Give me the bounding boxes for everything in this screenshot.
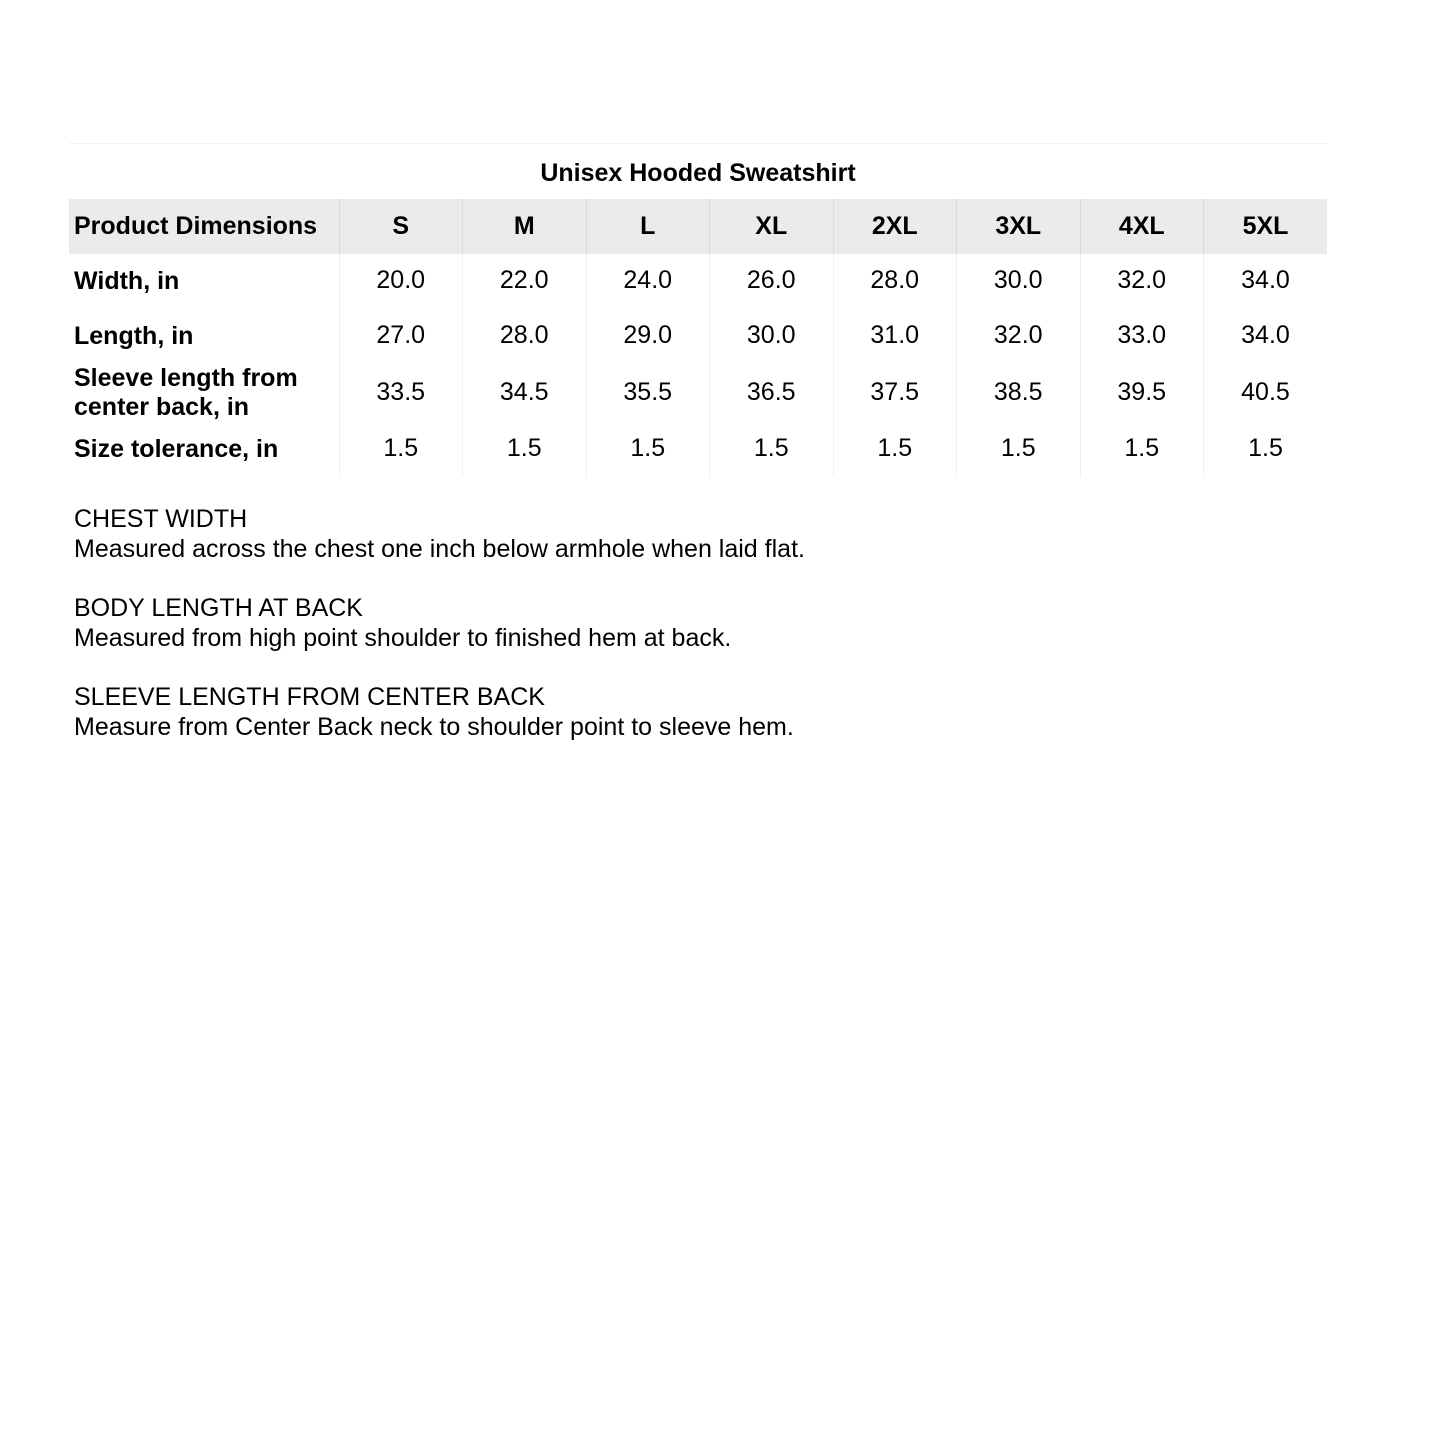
table-cell: 34.5 bbox=[463, 364, 587, 422]
table-row-length bbox=[69, 309, 1327, 364]
table-cell: 20.0 bbox=[339, 254, 463, 309]
table-cell: 1.5 bbox=[339, 422, 463, 477]
table-cell: 1.5 bbox=[833, 422, 957, 477]
note-text: Measured across the chest one inch below armhole when laid flat. bbox=[74, 535, 805, 563]
note-body-length bbox=[74, 593, 1274, 653]
note-text: Measure from Center Back neck to shoulder point to sleeve hem. bbox=[74, 713, 794, 741]
table-cell: 1.5 bbox=[710, 422, 834, 477]
size-header-l: L bbox=[586, 199, 710, 254]
row-label-line: Sleeve length from bbox=[74, 364, 298, 392]
table-cell: 33.0 bbox=[1080, 309, 1204, 364]
table-cell: 27.0 bbox=[339, 309, 463, 364]
table-cell: 30.0 bbox=[710, 309, 834, 364]
row-label-size-tolerance bbox=[69, 422, 339, 477]
row-label-line: Size tolerance, in bbox=[74, 435, 279, 463]
table-cell: 34.0 bbox=[1204, 254, 1328, 309]
note-heading: BODY LENGTH AT BACK bbox=[74, 594, 363, 622]
table-cell: 28.0 bbox=[463, 309, 587, 364]
table-cell: 1.5 bbox=[586, 422, 710, 477]
size-header-4xl: 4XL bbox=[1080, 199, 1204, 254]
note-chest-width bbox=[74, 504, 1274, 564]
size-table bbox=[69, 199, 1327, 477]
table-cell: 39.5 bbox=[1080, 364, 1204, 422]
size-header-xl: XL bbox=[710, 199, 834, 254]
table-cell: 30.0 bbox=[957, 254, 1081, 309]
table-cell: 26.0 bbox=[710, 254, 834, 309]
table-cell: 28.0 bbox=[833, 254, 957, 309]
table-cell: 22.0 bbox=[463, 254, 587, 309]
measurement-notes bbox=[74, 504, 1274, 771]
table-cell: 32.0 bbox=[1080, 254, 1204, 309]
row-label-sleeve-length bbox=[69, 364, 339, 422]
size-header-5xl: 5XL bbox=[1204, 199, 1328, 254]
table-cell: 36.5 bbox=[710, 364, 834, 422]
table-cell: 40.5 bbox=[1204, 364, 1328, 422]
table-cell: 1.5 bbox=[1080, 422, 1204, 477]
chart-title: Unisex Hooded Sweatshirt bbox=[540, 159, 856, 187]
note-text: Measured from high point shoulder to finished hem at back. bbox=[74, 624, 732, 652]
table-cell: 1.5 bbox=[463, 422, 587, 477]
table-row-sleeve-length bbox=[69, 364, 1327, 422]
table-cell: 32.0 bbox=[957, 309, 1081, 364]
table-cell: 34.0 bbox=[1204, 309, 1328, 364]
table-cell: 1.5 bbox=[1204, 422, 1328, 477]
row-label-line: Length, in bbox=[74, 322, 194, 350]
size-header-3xl: 3XL bbox=[957, 199, 1081, 254]
table-cell: 24.0 bbox=[586, 254, 710, 309]
row-label-length bbox=[69, 309, 339, 364]
row-label-line: Width, in bbox=[74, 267, 180, 295]
header-label: Product Dimensions bbox=[74, 212, 318, 240]
size-header-m: M bbox=[463, 199, 587, 254]
table-cell: 31.0 bbox=[833, 309, 957, 364]
size-header-2xl: 2XL bbox=[833, 199, 957, 254]
table-header-row bbox=[69, 199, 1327, 254]
row-label-width bbox=[69, 254, 339, 309]
table-cell: 37.5 bbox=[833, 364, 957, 422]
note-sleeve-length bbox=[74, 682, 1274, 742]
table-cell: 29.0 bbox=[586, 309, 710, 364]
note-heading: CHEST WIDTH bbox=[74, 505, 248, 533]
table-cell: 38.5 bbox=[957, 364, 1081, 422]
row-label-line: center back, in bbox=[74, 393, 250, 421]
note-heading: SLEEVE LENGTH FROM CENTER BACK bbox=[74, 683, 545, 711]
table-cell: 35.5 bbox=[586, 364, 710, 422]
table-cell: 33.5 bbox=[339, 364, 463, 422]
table-cell: 1.5 bbox=[957, 422, 1081, 477]
table-row-size-tolerance bbox=[69, 422, 1327, 477]
size-chart bbox=[69, 143, 1327, 477]
size-header-s: S bbox=[339, 199, 463, 254]
table-row-width bbox=[69, 254, 1327, 309]
